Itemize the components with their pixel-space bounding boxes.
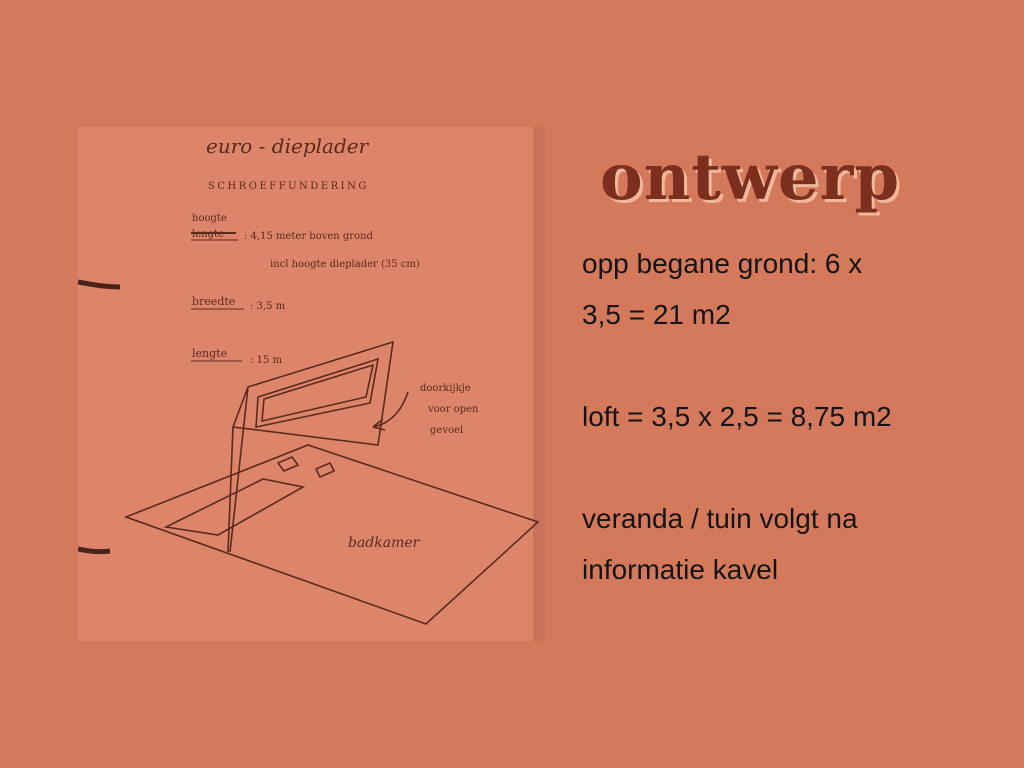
text-line-area-1: opp begane grond: 6 x	[582, 248, 863, 279]
paper-edge	[533, 127, 545, 641]
text-line-loft: loft = 3,5 x 2,5 = 8,75 m2	[582, 401, 892, 432]
text-line-area-2: 3,5 = 21 m2	[582, 299, 731, 330]
slide-title: ontwerp	[600, 140, 901, 215]
sketch-height-note: incl hoogte dieplader (35 cm)	[270, 259, 420, 270]
sketch-label-height-crossed: lengte	[192, 229, 224, 240]
sketch-label-height: hoogte	[192, 213, 227, 224]
text-line-veranda-1: veranda / tuin volgt na	[582, 503, 858, 534]
sketch-height-value: : 4,15 meter boven grond	[244, 231, 373, 242]
sketch-photo	[78, 127, 545, 641]
sketch-length-value: : 15 m	[250, 355, 282, 366]
spacer	[582, 340, 1002, 391]
sketch-width-value: : 3,5 m	[250, 301, 286, 312]
sketch-heading: euro - dieplader	[206, 134, 369, 158]
annotation-line-3: gevoel	[430, 425, 464, 436]
sketch-label-length: lengte	[192, 347, 228, 360]
binder-ring-bottom	[78, 549, 110, 552]
annotation-line-2: voor open	[428, 404, 479, 415]
annotation-line-1: doorkijkje	[420, 383, 471, 394]
text-line-veranda-2: informatie kavel	[582, 554, 779, 585]
slide-body	[582, 238, 1002, 595]
sketch-label-width: breedte	[192, 295, 236, 308]
sketch-subheading: SCHROEFFUNDERING	[208, 181, 369, 192]
room-label: badkamer	[348, 535, 420, 551]
spacer	[582, 442, 1002, 493]
sketch-drawing	[78, 127, 545, 641]
